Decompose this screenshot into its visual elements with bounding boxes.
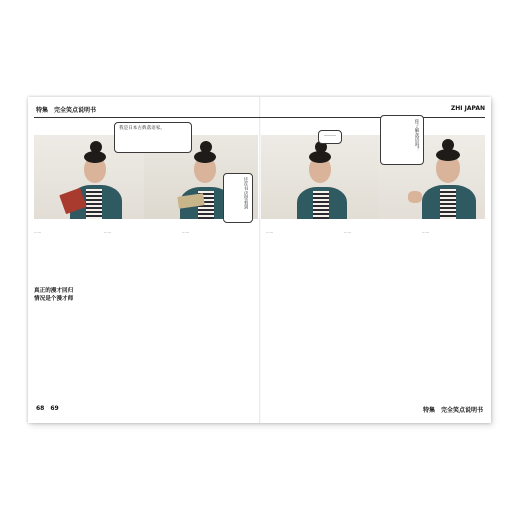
magazine-spread <box>28 97 491 423</box>
running-footer-right <box>423 405 483 414</box>
speech-bubble-2: 还在书店里看到 <box>223 173 253 223</box>
page-number-right: 69 <box>50 405 59 412</box>
body-text-column: …… <box>104 230 112 234</box>
pull-quote-line: 真正的漫才回归 <box>34 288 74 294</box>
section-label: 特集 <box>422 407 435 414</box>
running-header-left <box>36 105 96 114</box>
speech-bubble-4: 你了解落语吗？ <box>380 115 424 165</box>
feature-title: 完全笑点说明书 <box>54 107 97 114</box>
page-number-left: 68 <box>36 405 45 412</box>
body-text-column: …… <box>344 230 352 234</box>
section-label: 特集 <box>36 107 49 114</box>
pull-quote <box>34 287 100 303</box>
magazine-name: ZHI JAPAN <box>450 105 485 112</box>
body-text-column: …… <box>182 230 190 234</box>
footer-page-numbers <box>36 405 59 412</box>
feature-title: 完全笑点说明书 <box>440 407 483 414</box>
pull-quote-line: 情况是个漫才师 <box>34 296 74 302</box>
body-text-column: …… <box>266 230 274 234</box>
speech-bubble-1: 我是日本古典落语家。 <box>114 122 192 153</box>
photo-sitting-thinking <box>261 135 378 219</box>
speech-bubble-ellipsis: …… <box>318 130 342 144</box>
body-text-column: …… <box>34 230 42 234</box>
body-text-column: …… <box>422 230 430 234</box>
